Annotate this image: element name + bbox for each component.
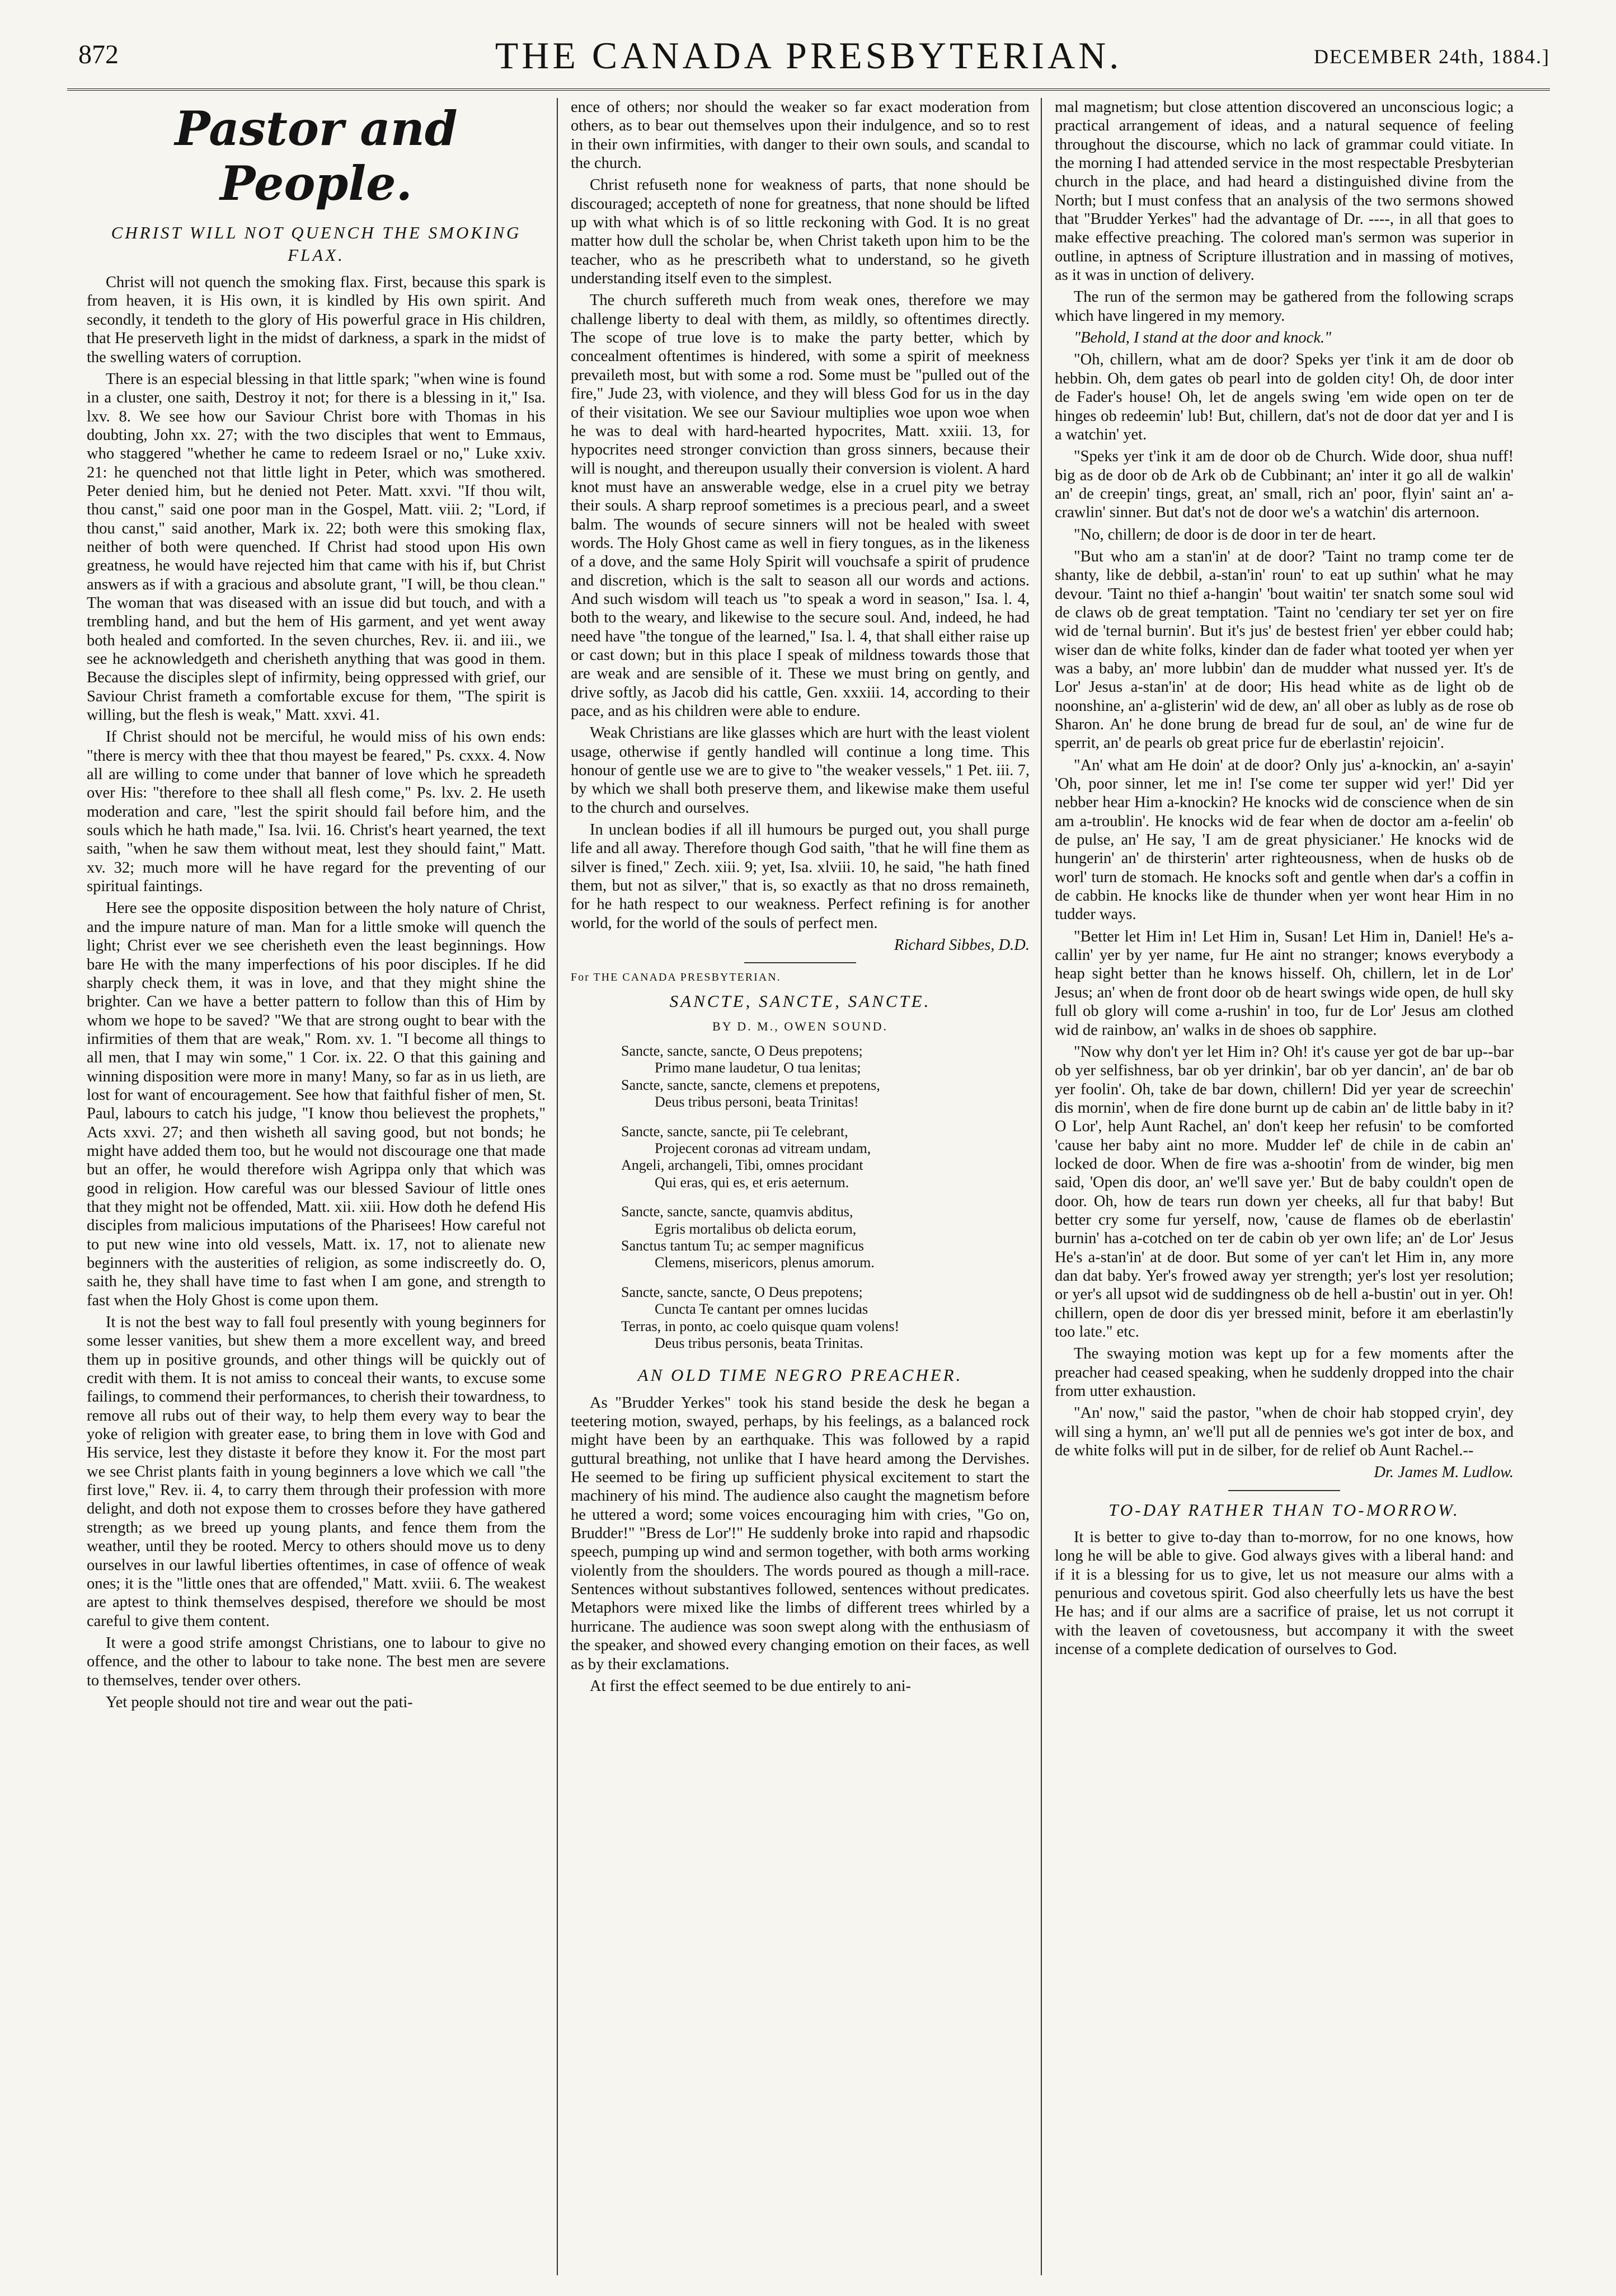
paragraph: There is an especial blessing in that little spark; "when wine is found in a cluster, one saith, Destroy it not; for there is a blessing in it," Isa. lxv. 8. We see how our Saviour Christ bore with Thomas in his doubting, John xx. 27; with the two disciples that went to Emmaus, who staggered "whether he came to redeem Israel or no," Luke xxiv. 21: he quenched not that little light in Peter, which was smothered. Peter denied him, but he denied not Peter. Matt. xxvi. "If thou wilt, thou canst," said one poor man in the Gospel, Matt. viii. 2; "Lord, if thou canst," said another, Mark ix. 22; both were this smoking flax, neither of both were quenched. If Christ had stood upon His own greatness, he would have rejected him that came with his if, but Christ answers as if with a gracious and absolute grant, "I will, be thou clean." The woman that was diseased with an issue did but touch, and with a trembling hand, and but the hem of His garment, and yet went away both healed and comforted. In the seven churches, Rev. ii. and iii., we see he acknowledgeth and cherisheth anything that was good in them. Because the disciples slept of infirmity, being oppressed with grief, our Saviour Christ frameth a comfortable excuse for them, "The spirit is willing, but the flesh is weak," Matt. xxvi. 41.: [87, 370, 546, 724]
poem-line: Deus tribus personis, beata Trinitas.: [655, 1334, 863, 1351]
paragraph: "No, chillern; de door is de door in ter de heart.: [1074, 526, 1377, 543]
masthead: [67, 32, 1550, 91]
paragraph: "An' now," said the pastor, "when de choir hab stopped cryin', dey will sing a hymn, an' we'll put all de pennies we's got inter de box, and de white folks will put in de silber, for de relief ob Aunt Rachel.--: [1055, 1404, 1514, 1460]
poem-line: Sancte, sancte, sancte, quamvis abditus,: [621, 1203, 853, 1220]
paragraph: The church suffereth much from weak ones, therefore we may challenge liberty to deal with them, as mildly, so oftentimes directly. The scope of true love is to make the party better, which by concealment oftentimes is hindered, with some a spirit of meekness prevaileth most, but with some a rod. Some must be "pulled out of the fire," Jude 23, with violence, and they will bless God for us in the day of their visitation. We see our Saviour multiplies woe upon woe when he was to deal with hard-hearted hypocrites, Matt. xxiii. 13, for hypocrites need stronger conviction than gross sinners, because their will is nought, and thereupon usually their conversion is violent. A hard knot must have an answerable wedge, else in a cruel pity we betray their souls. A sharp reproof sometimes is a precious pearl, and a sweet balm. The wounds of secure sinners will not be healed with sweet words. The Holy Ghost came as well in fiery tongues, as in the likeness of a dove, and the same Holy Spirit will vouchsafe a spirit of prudence and discretion, which is the salt to season all our words and actions. And such wisdom will teach us "to speak a word in season," Isa. l. 4, both to the weary, and likewise to the secure soul. And, indeed, he had need have "the tongue of the learned," Isa. l. 4, that shall either raise up or cast down; but in this place I speak of mildness towards those that are weak and are sensible of it. These we must bring on gently, and drive softly, as Jacob did his cattle, Gen. xxxiii. 14, according to their pace, and as his children were able to endure.: [571, 292, 1030, 720]
author-signature: Richard Sibbes, D.D.: [894, 936, 1030, 954]
poem-line: Sancte, sancte, sancte, clemens et prepotens,: [621, 1076, 880, 1093]
column-2: [571, 98, 1030, 2281]
paragraph: In unclean bodies if all ill humours be purged out, you shall purge life and all away. Therefore though God saith, "that he will fine them as silver is fined," Zech. xiii. 9; yet, Isa. xlviii. 10, he said, "he hath fined them, but not as silver," that is, so exactly as that no dross remaineth, for he hath respect to our weakness. Perfect refining is for another world, for the world of the souls of perfect men.: [571, 821, 1030, 932]
divider: [1228, 1490, 1340, 1491]
article-title: AN OLD TIME NEGRO PREACHER.: [637, 1365, 963, 1385]
paragraph: "Speks yer t'ink it am de door ob de Church. Wide door, shua nuff! big as de door ob de Ark ob de Cubbinant; an' inter it go all de walkin' an' de creepin' tings, great, an' small, rich an' poor, flyin' saint an' a-crawlin' sinner. But dat's not de door we's a watchin' dis arternoon.: [1055, 448, 1514, 522]
paragraph: mal magnetism; but close attention discovered an unconscious logic; a practical arrangement of ideas, and a natural sequence of feeling throughout the discourse, which no lack of grammar could vitiate. In the morning I had attended service in the most respectable Presbyterian church in the place, and had heard a distinguished divine from the North; but I must confess that an analysis of the two sermons showed that "Brudder Yerkes" had the advantage of Dr. ----, in all that goes to make effective preaching. The colored man's sermon was superior in outline, in aptness of Scripture illustration and in massing of motives, as it was in unction of delivery.: [1055, 99, 1514, 284]
paragraph: Christ will not quench the smoking flax. First, because this spark is from heaven, it is His own, it is kindled by His own spirit. And secondly, it tendeth to the glory of His powerful grace in His children, that He preserveth light in the midst of darkness, a spark in the midst of the swelling waters of corruption.: [87, 274, 546, 366]
paragraph: "But who am a stan'in' at de door? 'Taint no tramp come ter de shanty, like de debbil, a-stan'in' roun' to eat up suthin' what he may devour. 'Taint no thief a-hangin' 'bout waitin' ter snatch some soul wid de claws ob de great temptation. 'Taint no 'cendiary ter set yer on fire wid de 'ternal burnin'. But it's jus' de bestest frien' yer ebber could hab; wiser dan de white folks, kinder dan de fader what tooted yer when yer was a baby, an' more lubbin' dan de mudder what nussed yer. It's de Lor' Jesus a-stan'in' at de door; His head white as de light ob de noonshine, an' a-glisterin' wid de dew, an' all ober as lubly as de rose ob Sharon. An' he done brung de bread fur de soul, an' de wine fur de sperrit, an' de pearls ob great price fur de eberlastin' rejoicin'.: [1055, 547, 1514, 752]
poem-line: Clemens, misericors, plenus amorum.: [655, 1254, 875, 1271]
paragraph: It is not the best way to fall foul presently with young beginners for some lesser vanities, but shew them a more excellent way, and breed them up in positive grounds, and other things will be quickly out of credit with them. It is not amiss to conceal their wants, to excuse some failings, to commend their performances, to cherish their towardness, to remove all rubs out of their way, to help them every way to bear the yoke of religion with greater ease, to bring them in love with God and His service, lest they distaste it before they know it. For the most part we see Christ plants faith in young beginners a love which we call "the first love," Rev. ii. 4, to carry them through their profession with more delight, and doth not expose them to crosses before they have gathered strength; as we breed up young plants, and fence them from the weather, until they be rooted. Mercy to others should move us to deny ourselves in our lawful liberties oftentimes, in case of offence of weak ones; it is the "little ones that are offended," Matt. xviii. 6. The weakest are aptest to think themselves despised, therefore we should be most careful to give them content.: [87, 1314, 546, 1630]
poem-line: Terras, in ponto, ac coelo quisque quam volens!: [621, 1318, 900, 1334]
paragraph: Yet people should not tire and wear out the pati-: [106, 1693, 413, 1711]
poem-stanza: [571, 1043, 1030, 1111]
poem-line: Qui eras, qui es, et eris aeternum.: [655, 1174, 849, 1191]
paragraph: The swaying motion was kept up for a few moments after the preacher had ceased speaking, when he suddenly dropped into the chair from utter exhaustion.: [1055, 1345, 1514, 1400]
paragraph: "Now why don't yer let Him in? Oh! it's cause yer got de bar up--bar ob yer selfishness, bar ob yer drinkin', bar ob yer dancin', an' de bar ob yer foolin'. Oh, take de bar down, chillern! Did yer year de screechin' dis mornin', when de fire done burnt up de cabin an' de little baby in it? O Lor', help Aunt Rachel, an' don't keep her refusin' to be comforted 'cause her baby aint no more. Mudder lef' de chile in de cabin an' locked de door. When de fire was a-shootin' from de winder, big men said, 'Open dis door, an' we'll save yer.' But de baby couldn't open de door. Oh, how de tears run down yer cheeks, all fur that baby! But better cry some fur yerself, now, 'cause de flames ob de eberlastin' burnin' has a-cotched on ter de cabin ob yer own life; an' de Lor' Jesus He's a-stan'in' at de door. But some of yer can't let Him in, any more dan dat baby. Yer's frowed away yer strength; yer's lost yer resolution; or yer's all upsot wid de suddingness ob de hell a-bustin' out in yer. Oh! chillern, open de door dis yer bressed minit, before it am eberlastin'ly too late." etc.: [1055, 1043, 1514, 1341]
paragraph: As "Brudder Yerkes" took his stand beside the desk he began a teetering motion, swayed, perhaps, by his feelings, as a balanced rock might have been by an earthquake. This was followed by a rapid guttural breathing, not unlike that I have heard among the Dervishes. He seemed to be firing up sufficient physical excitement to start the machinery of his mind. The audience also caught the magnetism before he uttered a word; some voices encouraging him with cries, "Go on, Brudder!" "Bress de Lor'!" He suddenly broke into rapid and rhapsodic speech, pumping up wind and sermon together, with both arms working violently from the shoulders. The words poured as though a mill-race. Sentences without substantives followed, sentences without predicates. Metaphors were mixed like the limbs of different trees whirled by a hurricane. The audience was soon swept along with the enthusiasm of the speaker, and showed every changing emotion on their faces, as well as by their exclamations.: [571, 1394, 1030, 1673]
paragraph: ence of others; nor should the weaker so far exact moderation from others, as to bear out themselves upon their indulgence, and so to rest in their own infirmities, with danger to their own souls, and scandal to the church.: [571, 99, 1030, 172]
poem-line: Projecent coronas ad vitream undam,: [655, 1140, 871, 1156]
column-1: [87, 98, 546, 2281]
poem-title: SANCTE, SANCTE, SANCTE.: [669, 991, 931, 1011]
article-title: CHRIST WILL NOT QUENCH THE SMOKING FLAX.: [111, 222, 522, 265]
column-rule: [1041, 98, 1042, 2275]
poem-line: Cuncta Te cantant per omnes lucidas: [655, 1301, 868, 1318]
paragraph: "Behold, I stand at the door and knock.": [1074, 329, 1332, 347]
divider: [744, 962, 856, 963]
poem-stanza: [571, 1123, 1030, 1192]
poem-line: Sancte, sancte, sancte, O Deus prepotens;: [621, 1283, 863, 1300]
poem-line: Sancte, sancte, sancte, O Deus prepotens;: [621, 1042, 863, 1059]
paragraph: Weak Christians are like glasses which are hurt with the least violent usage, otherwise if gently handled will continue a long time. This honour of gentle use we are to give to "the weaker vessels," 1 Pet. iii. 7, by which we shall both preserve them, and likewise make them useful to the church and ourselves.: [571, 724, 1030, 817]
poem-line: Deus tribus personi, beata Trinitas!: [655, 1094, 859, 1110]
article-title: TO-DAY RATHER THAN TO-MORROW.: [1108, 1500, 1460, 1520]
page-number: 872: [78, 40, 119, 69]
poem-line: Egris mortalibus ob delicta eorum,: [655, 1220, 857, 1237]
poem-byline: BY D. M., OWEN SOUND.: [712, 1019, 888, 1034]
paragraph: It were a good strife amongst Christians, one to labour to give no offence, and the other to labour to take none. The best men are severe to themselves, tender over others.: [87, 1634, 546, 1689]
paragraph: The run of the sermon may be gathered from the following scraps which have lingered in my memory.: [1055, 288, 1514, 325]
author-signature: Dr. James M. Ludlow.: [1374, 1464, 1514, 1482]
poem-line: Sanctus tantum Tu; ac semper magnificus: [621, 1237, 865, 1254]
paragraph: "An' what am He doin' at de door? Only jus' a-knockin, an' a-sayin' 'Oh, poor sinner, let me in! I'se come ter supper wid yer!' Did yer nebber hear Him a-knockin? He knocks wid de conscience when de sin am a-troublin'. He knocks wid de fear when de doctor am a-feelin' ob de pulse, an' He say, 'I am de great physicianer.' He knocks wid de hungerin' an' de thirsterin' arter righteousness, when de husks ob de worl' turn de stomach. He knocks soft and gentle when dar's a coffin in de cabbin. He knocks like de thunder when yer wont hear Him in no tudder ways.: [1055, 756, 1514, 924]
poem-stanza: [571, 1284, 1030, 1352]
paragraph: "Better let Him in! Let Him in, Susan! Let Him in, Daniel! He's a-callin' yer by yer name, fur He aint no stranger; knows everybody a heap sight better than he knows hisself. Oh, chillern, let in de Lor' Jesus; an' when de front door ob de heart swings wide open, de hull sky full ob glory will come a-rushin' in too, fur de Lor' Jesus am clothed wid de rainbow, an' walks in de shoes ob sapphire.: [1055, 927, 1514, 1039]
paragraph: At first the effect seemed to be due entirely to ani-: [590, 1677, 912, 1695]
poem-line: Angeli, archangeli, Tibi, omnes procidant: [621, 1157, 863, 1174]
paragraph: Here see the opposite disposition between the holy nature of Christ, and the impure nature of man. Man for a little smoke will quench the light; Christ ever we see cherisheth even the least beginnings. How bare He with the many imperfections of his poor disciples. If he did sharply check them, it was in love, and that they might shine the brighter. Can we have a better pattern to follow than this of Him by whom we hope to be saved? "We that are strong ought to bear with the infirmities of them that are weak," Rom. xv. 1. "I become all things to all men, that I may win some," 1 Cor. ix. 22. O that this gaining and winning disposition were more in many! Many, so far as in us lieth, are lost for want of encouragement. See how that faithful fisher of men, St. Paul, labours to catch his judge, "I know thou believest the prophets," Acts xxvi. 27; and then wisheth all saving good, but not bonds; he might have added them too, but he would not discourage one that made but an offer, he would therefore wish Agrippa only that which was good in religion. How careful was our blessed Saviour of little ones that they might not be offended, Matt. xii. xiii. How doth he defend His disciples from malicious imputations of the Pharisees! How careful not to put new wine into old vessels, Matt. ix. 17, not to alienate new beginners with the austerities of religion, as some indiscreetly do. O, saith he, they shall have time to fast when I am gone, and strength to fast when the Holy Ghost is come upon them.: [87, 899, 546, 1309]
paragraph: Christ refuseth none for weakness of parts, that none should be discouraged; accepteth of none for greatness, that none should be lifted up with what which is of so little reckoning with God. It is no great matter how dull the scholar be, when Christ taketh upon him to be the teacher, who as he prescribeth what to understand, so he giveth understanding itself even to the simplest.: [571, 176, 1030, 288]
paragraph: "Oh, chillern, what am de door? Speks yer t'ink it am de door ob hebbin. Oh, dem gates ob pearl into de golden city! Oh, de door inter de Fader's house! Oh, let de angels swing 'em wide open on ter de hinges ob redeemin' lub! But, chillern, dat's not de door dat yer and I is a watchin' yet.: [1055, 351, 1514, 443]
issue-date: DECEMBER 24th, 1884.]: [1313, 45, 1550, 68]
poem-line: Primo mane laudetur, O tua lenitas;: [655, 1060, 861, 1076]
newspaper-title: THE CANADA PRESBYTERIAN.: [495, 34, 1122, 77]
department-heading: Pastor and People.: [175, 101, 458, 212]
poem-credit: For THE CANADA PRESBYTERIAN.: [571, 971, 781, 984]
column-3: [1055, 98, 1514, 2281]
paragraph: It is better to give to-day than to-morrow, for no one knows, how long he will be able to give. God always gives with a liberal hand: and if it is a blessing for us to give, let us not measure our alms with a penurious and covetous spirit. God also cheerfully lets us have the best He has; and if our alms are a sacrifice of praise, let us not corrupt it with the leaven of covetousness, but accompany it with the sweet incense of a complete dedication of ourselves to God.: [1055, 1529, 1514, 1658]
poem-line: Sancte, sancte, sancte, pii Te celebrant,: [621, 1123, 848, 1140]
column-rule: [557, 98, 558, 2275]
paragraph: If Christ should not be merciful, he would miss of his own ends: "there is mercy with thee that thou mayest be feared," Ps. cxxx. 4. Now all are willing to come under that banner of love which he spreadeth over His: "therefore to thee shall all flesh come," Ps. lxv. 2. He useth moderation and care, "lest the spirit should fail before him, and the souls which he hath made," Isa. lvii. 16. Christ's heart yearned, the text saith, "when he saw them without meat, lest they should faint," Matt. xv. 32; much more will he have regard for the preventing of our spiritual faintings.: [87, 728, 546, 896]
poem-stanza: [571, 1203, 1030, 1272]
